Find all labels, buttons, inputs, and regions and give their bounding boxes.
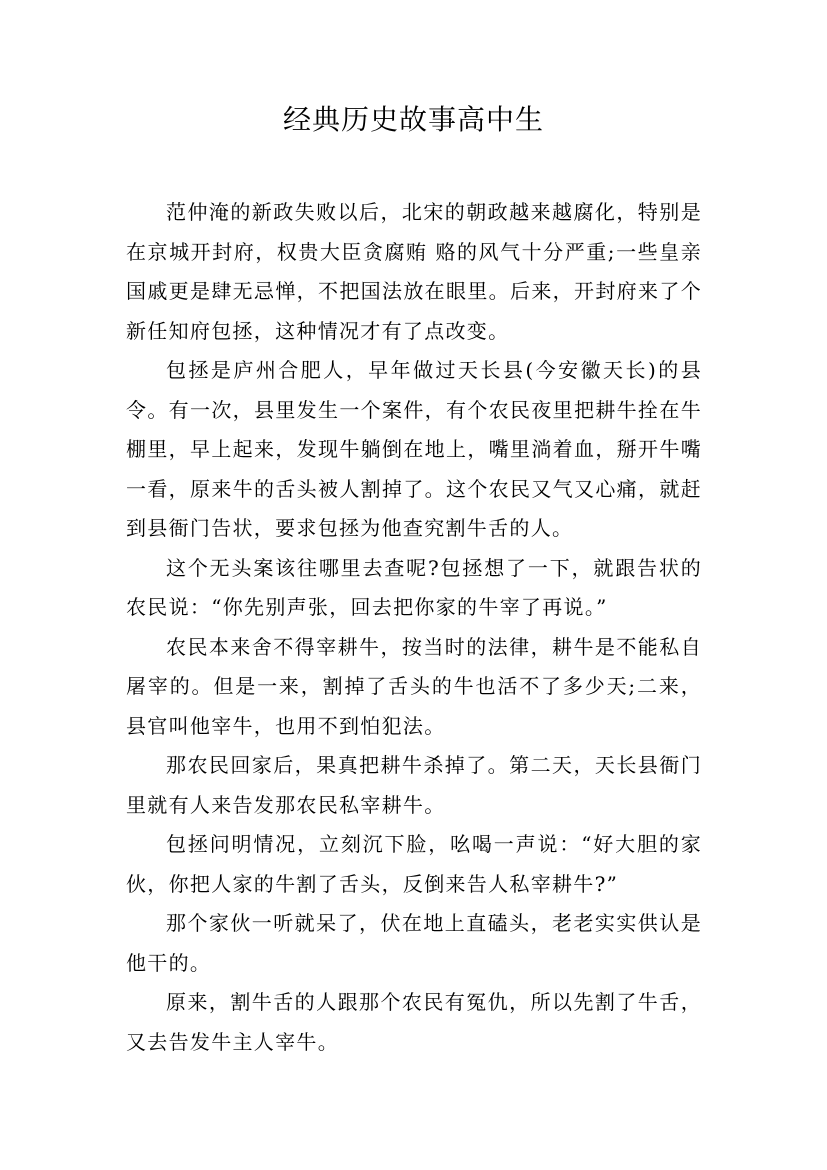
document-body bbox=[126, 193, 702, 1062]
paragraph: 那个家伙一听就呆了，伏在地上直磕头，老老实实供认是他干的。 bbox=[126, 911, 702, 975]
paragraph: 农民本来舍不得宰耕牛，按当时的法律，耕牛是不能私自屠宰的。但是一来，割掉了舌头的牛也活不了多少天;二来，县官叫他宰牛，也用不到怕犯法。 bbox=[126, 634, 702, 738]
paragraph: 包拯问明情况，立刻沉下脸，吆喝一声说：“好大胆的家伙，你把人家的牛割了舌头，反倒来告人私宰耕牛?” bbox=[126, 832, 702, 896]
paragraph: 包拯是庐州合肥人，早年做过天长县(今安徽天长)的县令。有一次，县里发生一个案件，有个农民夜里把耕牛拴在牛棚里，早上起来，发现牛躺倒在地上，嘴里淌着血，掰开牛嘴一看，原来牛的舌头被人割掉了。这个农民又气又心痛，就赶到县衙门告状，要求包拯为他查究割牛舌的人。 bbox=[126, 358, 702, 540]
document-title: 经典历史故事高中生 bbox=[282, 103, 544, 136]
paragraph: 原来，割牛舌的人跟那个农民有冤仇，所以先割了牛舌，又去告发牛主人宰牛。 bbox=[126, 990, 702, 1054]
paragraph: 那农民回家后，果真把耕牛杀掉了。第二天，天长县衙门里就有人来告发那农民私宰耕牛。 bbox=[126, 753, 702, 817]
paragraph: 范仲淹的新政失败以后，北宋的朝政越来越腐化，特别是在京城开封府，权贵大臣贪腐贿 赂的风气十分严重;一些皇亲国戚更是肆无忌惮，不把国法放在眼里。后来，开封府来了个新任知府包拯，这种情况才有了点改变。 bbox=[126, 200, 702, 343]
paragraph: 这个无头案该往哪里去查呢?包拯想了一下，就跟告状的农民说：“你先别声张，回去把你家的牛宰了再说。” bbox=[126, 555, 702, 619]
